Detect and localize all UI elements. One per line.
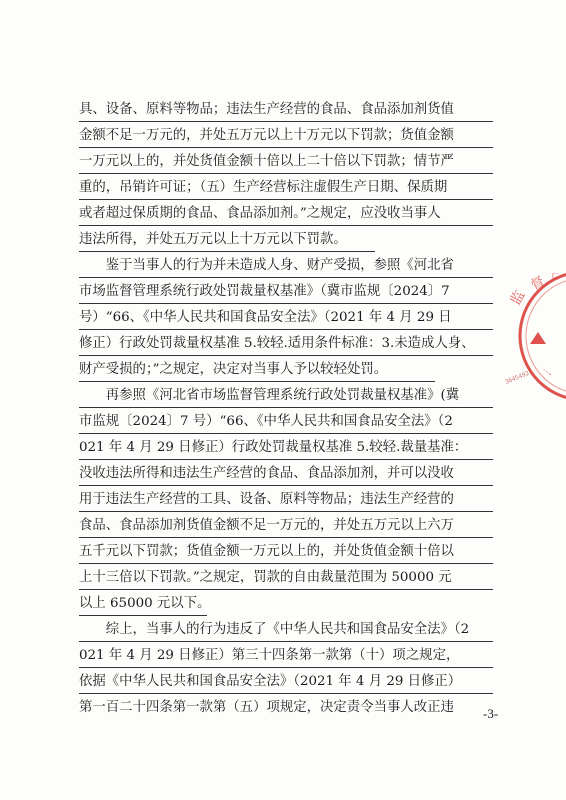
underline-rule xyxy=(79,199,493,200)
text-line: 食品、食品添加剂货值金额不足一万元的，并处五万元以上六万 xyxy=(79,518,454,533)
text-line: 或者超过保质期的食品、食品添加剂。”之规定，应没收当事人 xyxy=(79,206,441,221)
text-line: 依据《中华人民共和国食品安全法》（2021 年 4 月 29 日修正） xyxy=(79,674,462,689)
text-line: 第一百二十四条第一款第（五）项规定，决定责令当事人改正违 xyxy=(79,700,454,715)
underline-rule xyxy=(79,329,493,330)
svg-text:监: 监 xyxy=(507,287,529,308)
text-line: 021 年 4 月 29 日修正）第三十四条第一款第（十）项之规定， xyxy=(79,648,460,663)
underline-rule xyxy=(79,641,493,642)
seal-code: 3645492 xyxy=(504,369,531,386)
text-line: 具、设备、原料等物品；违法生产经营的食品、食品添加剂货值 xyxy=(79,102,454,117)
underline-rule xyxy=(79,537,493,538)
official-seal xyxy=(500,262,566,412)
underline-rule xyxy=(79,225,493,226)
underline-rule xyxy=(79,615,207,616)
underline-rule xyxy=(79,693,493,694)
svg-text:ㄷ: ㄷ xyxy=(550,270,561,283)
text-line: 没收违法所得和违法生产经营的食品、食品添加剂，并可以没收 xyxy=(79,466,454,481)
text-line: 021 年 4 月 29 日修正）行政处罚裁量权基准 5.较轻.裁量基准： xyxy=(79,440,468,455)
svg-text:督: 督 xyxy=(528,273,548,294)
text-line: 综上，当事人的行为违反了《中华人民共和国食品安全法》（2 xyxy=(79,622,470,637)
underline-rule xyxy=(79,303,493,304)
text-line: 一万元以上的，并处货值金额十倍以上二十倍以下罚款；情节严 xyxy=(79,154,454,169)
text-line: 金额不足一万元的，并处五万元以上十万元以下罚款；货值金额 xyxy=(79,128,454,143)
svg-text:一: 一 xyxy=(538,364,555,382)
underline-rule xyxy=(79,485,493,486)
text-line: 财产受损的；”之规定，决定对当事人予以较轻处罚。 xyxy=(79,362,388,377)
page-number: -3- xyxy=(483,706,499,721)
underline-rule xyxy=(79,173,493,174)
underline-rule xyxy=(79,355,493,356)
text-line: 号）“66、《中华人民共和国食品安全法》（2021 年 4 月 29 日 xyxy=(79,310,452,325)
text-line: 市场监督管理系统行政处罚裁量权基准》（冀市监规〔2024〕7 xyxy=(79,284,450,299)
underline-rule xyxy=(79,277,493,278)
text-line: 重的，吊销许可证；（五）生产经营标注虚假生产日期、保质期 xyxy=(79,180,448,195)
underline-rule xyxy=(79,459,493,460)
text-line: 再参照《河北省市场监督管理系统行政处罚裁量权基准》(冀 xyxy=(79,388,460,403)
underline-rule xyxy=(79,251,375,252)
text-line: 鉴于当事人的行为并未造成人身、财产受损，参照《河北省 xyxy=(79,258,454,273)
underline-rule xyxy=(79,121,493,122)
underline-rule xyxy=(79,407,493,408)
text-line: 修正）行政处罚裁量权基准 5.较轻.适用条件标准：3.未造成人身、 xyxy=(79,336,475,351)
underline-rule xyxy=(79,381,435,382)
text-line: 违法所得，并处五万元以上十万元以下罚款。 xyxy=(79,232,347,247)
underline-rule xyxy=(79,563,493,564)
text-line: 以上 65000 元以下。 xyxy=(79,596,211,611)
underline-rule xyxy=(79,589,493,590)
text-line: 上十三倍以下罚款。”之规定，罚款的自由裁量范围为 50000 元 xyxy=(79,570,452,585)
text-line: 市监规〔2024〕7 号）“66、《中华人民共和国食品安全法》（2 xyxy=(79,414,453,429)
text-line: 五千元以下罚款；货值金额一万元以上的，并处货值金额十倍以 xyxy=(79,544,454,559)
underline-rule xyxy=(79,667,493,668)
underline-rule xyxy=(79,433,493,434)
underline-rule xyxy=(79,147,493,148)
underline-rule xyxy=(79,511,493,512)
text-line: 用于违法生产经营的工具、设备、原料等物品；违法生产经营的 xyxy=(79,492,454,507)
